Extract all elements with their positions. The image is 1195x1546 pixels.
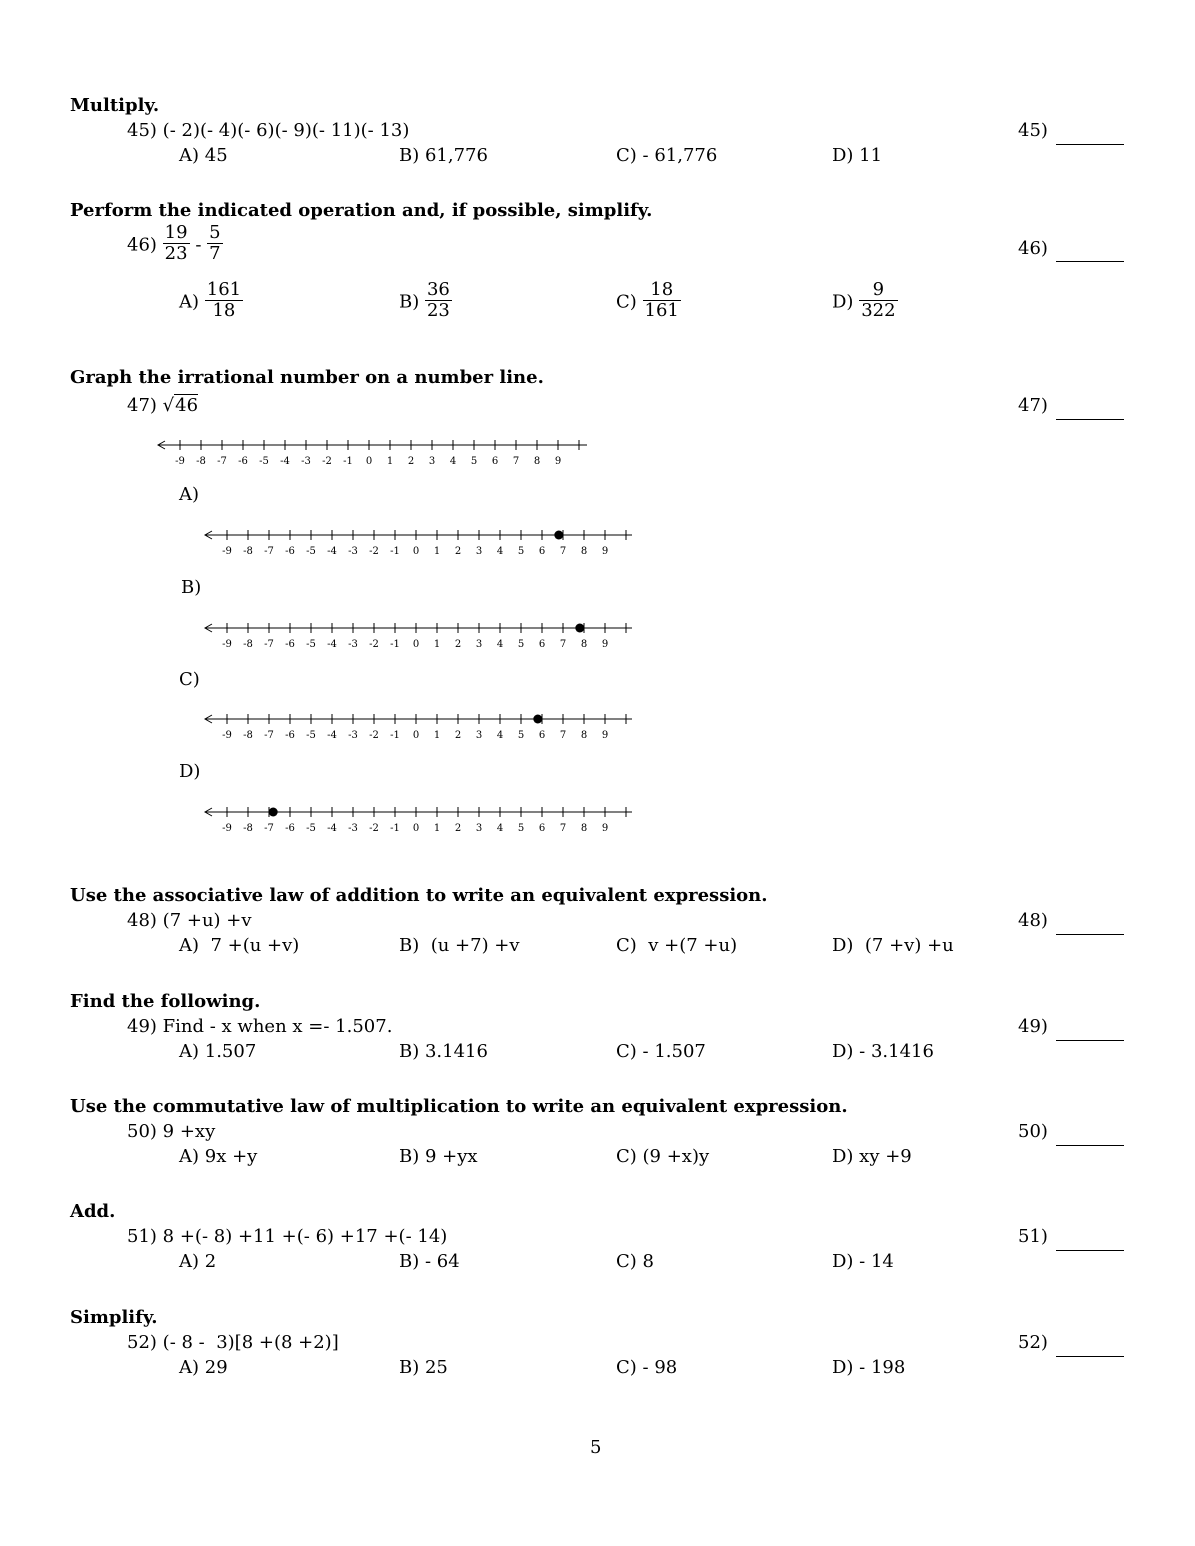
graph-point: [575, 624, 584, 633]
choice-d: D) (7 +v) +u: [832, 935, 954, 956]
tick-label: -8: [196, 456, 206, 467]
tick-label: -3: [348, 730, 358, 741]
number-line-choice-b: [200, 619, 632, 651]
choice-b: B) 9 +yx: [399, 1146, 478, 1167]
tick-label: -5: [306, 639, 316, 650]
tick-label: 6: [538, 639, 546, 650]
tick-label: 2: [454, 546, 462, 557]
choice-a: A) 2: [179, 1251, 217, 1272]
tick-label: -6: [238, 456, 248, 467]
tick-label: -4: [327, 639, 337, 650]
sqrt-icon: √: [162, 395, 175, 416]
answer-blank[interactable]: [1056, 1040, 1124, 1041]
graph-point: [554, 531, 563, 540]
number-line-blank[interactable]: [155, 436, 587, 468]
tick-label: 1: [386, 456, 394, 467]
tick-label: 5: [517, 546, 525, 557]
tick-label: 6: [491, 456, 499, 467]
tick-label: 3: [475, 730, 483, 741]
section-header: Use the commutative law of multiplication to write an equivalent expression.: [70, 1096, 848, 1117]
question-number: 50): [127, 1121, 157, 1142]
tick-label: -9: [222, 639, 232, 650]
choice-c: C) (9 +x)y: [616, 1146, 710, 1167]
choice-d: D) - 3.1416: [832, 1041, 934, 1062]
tick-label: 7: [559, 823, 567, 834]
tick-label: 1: [433, 730, 441, 741]
tick-label: -1: [390, 639, 400, 650]
radicand: 46: [175, 395, 199, 416]
answer-blank[interactable]: [1056, 261, 1124, 262]
section-header: Find the following.: [70, 991, 261, 1012]
question-text: 8 +(- 8) +11 +(- 6) +17 +(- 14): [162, 1226, 448, 1247]
choice-b: B) 25: [399, 1357, 448, 1378]
choice-a: A) 1.507: [179, 1041, 257, 1062]
answer-label: 47): [1018, 395, 1048, 416]
choice-a: A) 7 +(u +v): [179, 935, 300, 956]
question-45: [127, 122, 409, 140]
choice-b: B) (u +7) +v: [399, 935, 520, 956]
question-number: 47): [127, 395, 157, 416]
tick-label: 7: [559, 639, 567, 650]
tick-label: 0: [412, 823, 420, 834]
tick-label: 0: [412, 639, 420, 650]
tick-label: -8: [243, 639, 253, 650]
tick-label: -8: [243, 546, 253, 557]
tick-label: -4: [327, 546, 337, 557]
tick-label: -8: [243, 730, 253, 741]
tick-label: 3: [475, 546, 483, 557]
tick-label: -6: [285, 823, 295, 834]
choice-b: B) $\frac{36}{23}$: [399, 279, 450, 321]
fraction: $\frac{5}{7}$: [209, 222, 221, 264]
section-header: Use the associative law of addition to write an equivalent expression.: [70, 885, 768, 906]
tick-label: 4: [496, 730, 504, 741]
section-header: Perform the indicated operation and, if possible, simplify.: [70, 200, 653, 221]
tick-label: -6: [285, 639, 295, 650]
tick-label: 5: [517, 639, 525, 650]
choice-b: B) 3.1416: [399, 1041, 488, 1062]
tick-label: -3: [348, 546, 358, 557]
tick-label: -7: [264, 546, 274, 557]
answer-blank[interactable]: [1056, 1145, 1124, 1146]
tick-label: 1: [433, 823, 441, 834]
tick-label: 5: [517, 730, 525, 741]
question-48: [127, 912, 252, 930]
tick-label: -5: [306, 730, 316, 741]
answer-blank[interactable]: [1056, 1356, 1124, 1357]
number-line-choice-d: [200, 803, 632, 835]
tick-label: -6: [285, 730, 295, 741]
answer-label: 49): [1018, 1016, 1048, 1037]
number-line-choice-a: [200, 526, 632, 558]
tick-label: 3: [428, 456, 436, 467]
section-header: Graph the irrational number on a number line.: [70, 367, 544, 388]
tick-label: 6: [538, 546, 546, 557]
tick-label: -6: [285, 546, 295, 557]
question-46: 46) $\frac{19}{23}$ - $\frac{5}{7}$: [127, 222, 221, 264]
tick-label: -1: [390, 546, 400, 557]
question-50: [127, 1123, 215, 1141]
choice-d: D) - 14: [832, 1251, 894, 1272]
question-text: (- 8 - 3)[8 +(8 +2)]: [162, 1332, 339, 1353]
tick-label: -9: [222, 730, 232, 741]
graph-point: [533, 715, 542, 724]
tick-label: -2: [322, 456, 332, 467]
choice-c: C) 8: [616, 1251, 654, 1272]
answer-label: 50): [1018, 1121, 1048, 1142]
tick-label: -1: [390, 730, 400, 741]
choice-c: C) $\frac{18}{161}$: [616, 279, 679, 321]
tick-label: -4: [327, 823, 337, 834]
choice-d: D) - 198: [832, 1357, 906, 1378]
tick-label: 1: [433, 546, 441, 557]
tick-label: -7: [264, 639, 274, 650]
question-number: 49): [127, 1016, 157, 1037]
tick-label: -2: [369, 730, 379, 741]
choice-d: D) $\frac{9}{322}$: [832, 279, 896, 321]
choice-b: B): [181, 577, 202, 598]
tick-label: 3: [475, 823, 483, 834]
answer-blank[interactable]: [1056, 934, 1124, 935]
choice-c: C) v +(7 +u): [616, 935, 738, 956]
tick-label: -2: [369, 639, 379, 650]
tick-label: -9: [175, 456, 185, 467]
section-header: Simplify.: [70, 1307, 158, 1328]
tick-label: 7: [512, 456, 520, 467]
tick-label: -7: [264, 730, 274, 741]
tick-label: -1: [343, 456, 353, 467]
tick-label: 2: [454, 823, 462, 834]
question-number: 51): [127, 1226, 157, 1247]
choice-d: D) 11: [832, 145, 883, 166]
tick-label: -5: [259, 456, 269, 467]
tick-label: 2: [454, 639, 462, 650]
question-number: 48): [127, 910, 157, 931]
answer-label: 52): [1018, 1332, 1048, 1353]
tick-label: 8: [580, 823, 588, 834]
tick-label: -7: [217, 456, 227, 467]
choice-d: D): [179, 761, 201, 782]
tick-label: 1: [433, 639, 441, 650]
tick-label: -3: [301, 456, 311, 467]
tick-label: 2: [407, 456, 415, 467]
tick-label: 3: [475, 639, 483, 650]
tick-label: -1: [390, 823, 400, 834]
tick-label: 4: [496, 546, 504, 557]
tick-label: 8: [533, 456, 541, 467]
answer-blank[interactable]: [1056, 419, 1124, 420]
tick-label: -5: [306, 823, 316, 834]
answer-blank[interactable]: [1056, 144, 1124, 145]
choice-c: C): [179, 669, 200, 690]
fraction: $\frac{19}{23}$: [164, 222, 188, 264]
choice-c: C) - 61,776: [616, 145, 718, 166]
section-header: Add.: [70, 1201, 116, 1222]
choice-a: A) $\frac{161}{18}$: [179, 279, 242, 321]
tick-label: 5: [470, 456, 478, 467]
tick-label: -4: [327, 730, 337, 741]
number-line-choice-c: [200, 710, 632, 742]
question-number: 52): [127, 1332, 157, 1353]
tick-label: 8: [580, 546, 588, 557]
tick-label: -2: [369, 823, 379, 834]
answer-label: 48): [1018, 910, 1048, 931]
question-49: [127, 1018, 392, 1036]
tick-label: -5: [306, 546, 316, 557]
graph-point: [269, 808, 278, 817]
answer-label: 51): [1018, 1226, 1048, 1247]
choice-a: A): [179, 484, 200, 505]
question-text: (- 2)(- 4)(- 6)(- 9)(- 11)(- 13): [162, 120, 410, 141]
tick-label: -4: [280, 456, 290, 467]
tick-label: 0: [412, 730, 420, 741]
tick-label: -2: [369, 546, 379, 557]
tick-label: 4: [449, 456, 457, 467]
tick-label: -8: [243, 823, 253, 834]
tick-label: 0: [365, 456, 373, 467]
choice-c: C) - 1.507: [616, 1041, 706, 1062]
tick-label: 9: [601, 730, 609, 741]
tick-label: 4: [496, 639, 504, 650]
choice-a: A) 29: [179, 1357, 228, 1378]
tick-label: -7: [264, 823, 274, 834]
tick-label: 7: [559, 730, 567, 741]
tick-label: 0: [412, 546, 420, 557]
tick-label: 9: [601, 546, 609, 557]
tick-label: 9: [601, 639, 609, 650]
question-52: [127, 1334, 339, 1352]
choice-c: C) - 98: [616, 1357, 678, 1378]
answer-label: 46): [1018, 238, 1048, 259]
section-header: Multiply.: [70, 95, 160, 116]
tick-label: 9: [554, 456, 562, 467]
tick-label: 6: [538, 730, 546, 741]
tick-label: 8: [580, 639, 588, 650]
answer-blank[interactable]: [1056, 1250, 1124, 1251]
question-text: 9 +xy: [162, 1121, 216, 1142]
tick-label: 2: [454, 730, 462, 741]
tick-label: -9: [222, 823, 232, 834]
question-47: [127, 397, 198, 415]
question-number: 46): [127, 234, 157, 256]
choice-a: A) 45: [179, 145, 228, 166]
question-number: 45): [127, 120, 157, 141]
tick-label: 4: [496, 823, 504, 834]
tick-label: 5: [517, 823, 525, 834]
choice-a: A) 9x +y: [179, 1146, 258, 1167]
tick-label: 9: [601, 823, 609, 834]
tick-label: 8: [580, 730, 588, 741]
tick-label: -3: [348, 639, 358, 650]
tick-label: -3: [348, 823, 358, 834]
tick-label: 7: [559, 546, 567, 557]
question-51: [127, 1228, 447, 1246]
page-number: 5: [590, 1437, 602, 1458]
tick-label: -9: [222, 546, 232, 557]
choice-b: B) 61,776: [399, 145, 488, 166]
choice-d: D) xy +9: [832, 1146, 912, 1167]
question-text: Find - x when x =- 1.507.: [162, 1016, 393, 1037]
question-text: (7 +u) +v: [162, 910, 252, 931]
answer-label: 45): [1018, 120, 1048, 141]
choice-b: B) - 64: [399, 1251, 460, 1272]
tick-label: 6: [538, 823, 546, 834]
